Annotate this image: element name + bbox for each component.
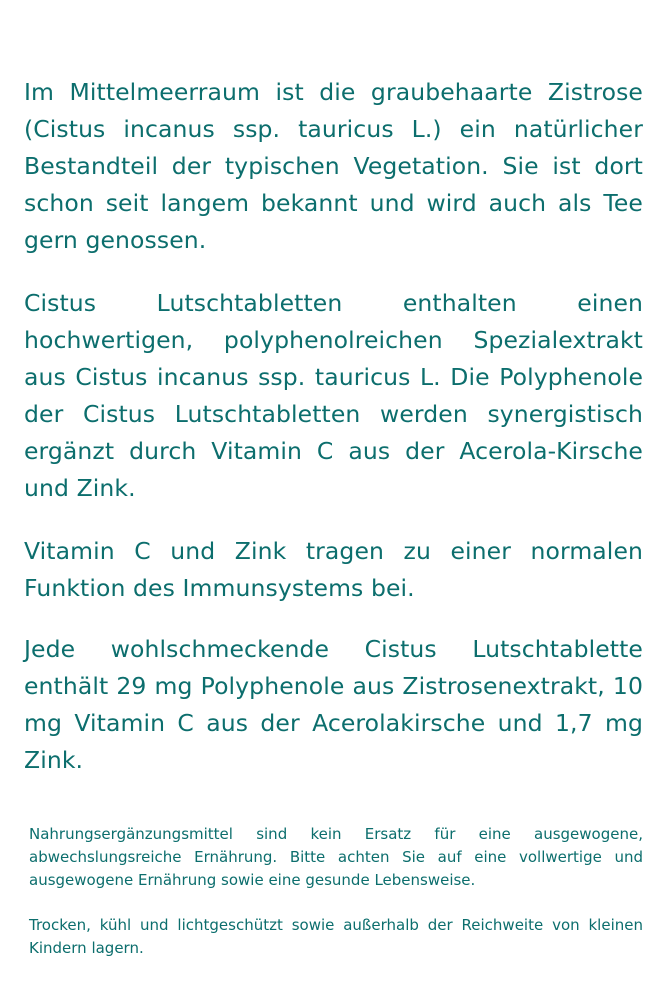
paragraph-dosage: Jede wohlschmeckende Cistus Lutschtablette enthält 29 mg Polyphenole aus Zistrosenextrakt, 10 mg Vitamin C aus der Acerolakirsche und 1,7 mg Zink. — [24, 635, 643, 774]
note-storage-instructions: Trocken, kühl und lichtgeschützt sowie außerhalb der Reichweite von kleinen Kindern lagern. — [29, 916, 643, 957]
paragraph-health-claim: Vitamin C und Zink tragen zu einer normalen Funktion des Immunsystems bei. — [24, 537, 643, 602]
paragraph-origin: Im Mittelmeerraum ist die graubehaarte Zistrose (Cistus incanus ssp. tauricus L.) ein natürlicher Bestandteil der typischen Vegetation. Sie ist dort schon seit langem bekannt und wird auch als Tee gern genossen. — [24, 78, 643, 254]
paragraph-composition: Cistus Lutschtabletten enthalten einen hochwertigen, polyphenolreichen Spezialextrakt aus Cistus incanus ssp. tauricus L. Die Polyphenole der Cistus Lutschtabletten werden synergistisch ergänzt durch Vitamin C aus der Acerola-Kirsche und Zink. — [24, 289, 643, 502]
note-supplement-disclaimer: Nahrungsergänzungsmittel sind kein Ersatz für eine ausgewogene, abwechslungsreiche Ernährung. Bitte achten Sie auf eine vollwertige und ausgewogene Ernährung sowie eine gesunde Lebensweise. — [29, 825, 643, 889]
